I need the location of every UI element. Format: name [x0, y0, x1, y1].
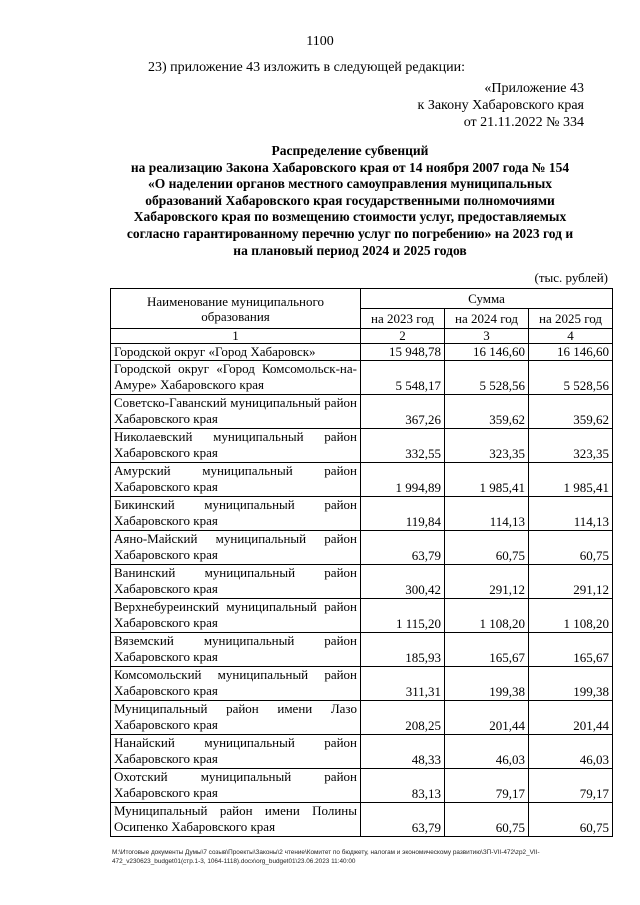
table-row: [111, 395, 613, 429]
value-2023: 208,25: [361, 701, 445, 735]
file-path-footer: М:\Итоговые документы Думы\7 созыв\Проекты\Законы\2 чтение\Комитет по бюджету, налогам и экономическому развитию\ЗП-VII-472\zp2_VII-472_v230623_budget01(стр.1-3, 1064-1118).docx\org_budget01\23.06.2023 11:40:00: [112, 849, 540, 865]
value-2024: 16 146,60: [445, 344, 529, 361]
value-2025: 16 146,60: [529, 344, 613, 361]
value-2025: 5 528,56: [529, 361, 613, 395]
value-2025: 79,17: [529, 769, 613, 803]
title-line: Хабаровского края по возмещению стоимости услуг, предоставляемых: [133, 209, 567, 225]
title-line: «О наделении органов местного самоуправления муниципальных: [147, 176, 553, 192]
table-row: [111, 463, 613, 497]
table-row: [111, 735, 613, 769]
municipality-name: Городской округ «Город Комсомольск-на-Амуре» Хабаровского края: [111, 361, 361, 395]
header-name: Наименование муниципального образования: [111, 289, 361, 329]
table-row: [111, 531, 613, 565]
column-number: 1: [111, 329, 361, 344]
table-row: [111, 769, 613, 803]
value-2024: 79,17: [445, 769, 529, 803]
municipality-name: Аяно-Майский муниципальный район Хабаровского края: [111, 531, 361, 565]
appendix-line: «Приложение 43: [484, 81, 584, 96]
value-2024: 46,03: [445, 735, 529, 769]
municipality-name: Нанайский муниципальный район Хабаровского края: [111, 735, 361, 769]
value-2025: 165,67: [529, 633, 613, 667]
title-line: образований Хабаровского края государственными полномочиями: [145, 192, 555, 208]
value-2025: 46,03: [529, 735, 613, 769]
value-2023: 63,79: [361, 531, 445, 565]
title-line: Распределение субвенций: [271, 143, 429, 158]
table-row: [111, 803, 613, 837]
municipality-name: Городской округ «Город Хабаровск»: [111, 344, 361, 361]
document-title: [100, 143, 600, 259]
header-year-2023: на 2023 год: [361, 309, 445, 329]
units-label: (тыс. рублей): [534, 270, 608, 285]
table-row: [111, 344, 613, 361]
table-row: [111, 701, 613, 735]
value-2024: 1 985,41: [445, 463, 529, 497]
table-row: [111, 429, 613, 463]
value-2023: 48,33: [361, 735, 445, 769]
value-2023: 185,93: [361, 633, 445, 667]
header-year-2024: на 2024 год: [445, 309, 529, 329]
table-row: [111, 633, 613, 667]
subsidy-table: [110, 288, 613, 837]
appendix-line: от 21.11.2022 № 334: [463, 115, 584, 130]
value-2023: 5 548,17: [361, 361, 445, 395]
municipality-name: Комсомольский муниципальный район Хабаровского края: [111, 667, 361, 701]
value-2025: 60,75: [529, 531, 613, 565]
value-2023: 367,26: [361, 395, 445, 429]
value-2023: 1 115,20: [361, 599, 445, 633]
table-row: [111, 667, 613, 701]
value-2023: 311,31: [361, 667, 445, 701]
appendix-reference: [418, 80, 584, 131]
value-2025: 199,38: [529, 667, 613, 701]
value-2025: 1 985,41: [529, 463, 613, 497]
value-2024: 1 108,20: [445, 599, 529, 633]
value-2025: 114,13: [529, 497, 613, 531]
value-2024: 60,75: [445, 531, 529, 565]
municipality-name: Николаевский муниципальный район Хабаровского края: [111, 429, 361, 463]
value-2023: 332,55: [361, 429, 445, 463]
municipality-name: Муниципальный район имени Лазо Хабаровского края: [111, 701, 361, 735]
value-2023: 63,79: [361, 803, 445, 837]
value-2025: 201,44: [529, 701, 613, 735]
value-2024: 199,38: [445, 667, 529, 701]
value-2024: 114,13: [445, 497, 529, 531]
page-number: 1100: [306, 34, 334, 49]
value-2024: 201,44: [445, 701, 529, 735]
header-year-2025: на 2025 год: [529, 309, 613, 329]
value-2025: 1 108,20: [529, 599, 613, 633]
value-2025: 323,35: [529, 429, 613, 463]
value-2023: 300,42: [361, 565, 445, 599]
value-2023: 119,84: [361, 497, 445, 531]
title-line: на плановый период 2024 и 2025 годов: [233, 242, 467, 258]
municipality-name: Советско-Гаванский муниципальный район Хабаровского края: [111, 395, 361, 429]
value-2024: 165,67: [445, 633, 529, 667]
table-row: [111, 565, 613, 599]
value-2025: 60,75: [529, 803, 613, 837]
municipality-name: Вяземский муниципальный район Хабаровского края: [111, 633, 361, 667]
table-row: [111, 599, 613, 633]
value-2024: 323,35: [445, 429, 529, 463]
value-2024: 291,12: [445, 565, 529, 599]
municipality-name: Амурский муниципальный район Хабаровского края: [111, 463, 361, 497]
column-number: 2: [361, 329, 445, 344]
value-2025: 359,62: [529, 395, 613, 429]
column-number: 4: [529, 329, 613, 344]
value-2023: 1 994,89: [361, 463, 445, 497]
intro-text: 23) приложение 43 изложить в следующей редакции:: [148, 60, 465, 75]
header-sum: Сумма: [361, 289, 613, 309]
table-row: [111, 497, 613, 531]
value-2023: 15 948,78: [361, 344, 445, 361]
column-number: 3: [445, 329, 529, 344]
municipality-name: Ванинский муниципальный район Хабаровского края: [111, 565, 361, 599]
value-2024: 5 528,56: [445, 361, 529, 395]
appendix-line: к Закону Хабаровского края: [417, 98, 584, 113]
value-2023: 83,13: [361, 769, 445, 803]
title-line: на реализацию Закона Хабаровского края от 14 ноября 2007 года № 154: [130, 159, 570, 175]
value-2024: 60,75: [445, 803, 529, 837]
municipality-name: Охотский муниципальный район Хабаровского края: [111, 769, 361, 803]
municipality-name: Бикинский муниципальный район Хабаровского края: [111, 497, 361, 531]
value-2025: 291,12: [529, 565, 613, 599]
table-row: [111, 361, 613, 395]
municipality-name: Муниципальный район имени Полины Осипенко Хабаровского края: [111, 803, 361, 837]
municipality-name: Верхнебуреинский муниципальный район Хабаровского края: [111, 599, 361, 633]
value-2024: 359,62: [445, 395, 529, 429]
title-line: согласно гарантированному перечню услуг по погребению» на 2023 год и: [126, 225, 574, 241]
